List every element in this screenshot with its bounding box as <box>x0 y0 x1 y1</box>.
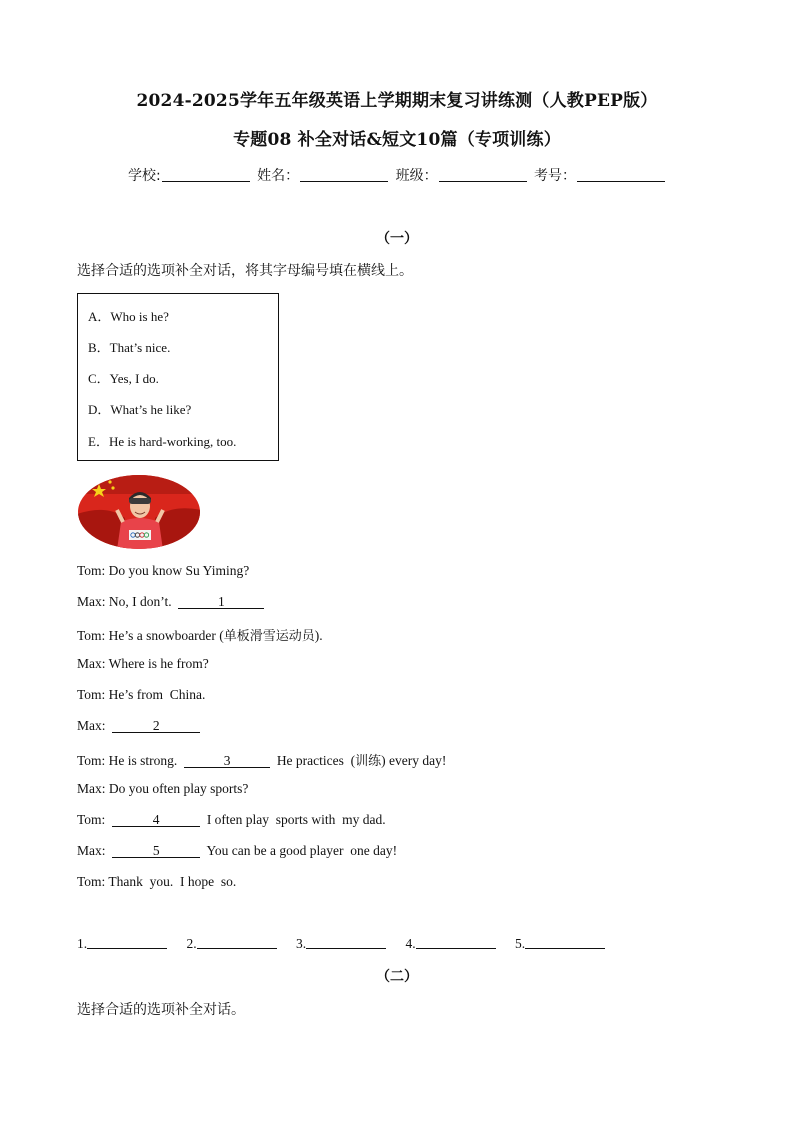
option-d: D．What’s he like? <box>88 402 192 417</box>
answer-blank-4[interactable]: 4 <box>112 813 200 827</box>
name-field[interactable] <box>300 167 388 182</box>
dialogue-line-10: Max: 5 You can be a good player one day! <box>77 843 398 858</box>
answer-slot-1: 1. <box>77 936 167 952</box>
dialogue-line-7: Tom: He is strong. 3 He practices (训练) every day! <box>77 753 447 769</box>
exam-number-label: 考号： <box>534 168 577 184</box>
section-2-heading: （二） <box>376 969 418 985</box>
answer-slot-4: 4. <box>406 936 496 952</box>
option-c: C．Yes, I do. <box>88 371 159 386</box>
answer-blank-2[interactable]: 2 <box>112 719 200 733</box>
option-a: A．Who is he? <box>88 309 169 324</box>
school-field[interactable] <box>162 167 250 182</box>
class-field[interactable] <box>439 167 527 182</box>
answer-blank-3[interactable]: 3 <box>184 754 270 768</box>
answer-slot-3: 3. <box>296 936 386 952</box>
option-b: B．That’s nice. <box>88 340 171 355</box>
answer-blank-5[interactable]: 5 <box>112 844 200 858</box>
answer-slot-5: 5. <box>515 936 605 952</box>
student-info-row <box>0 165 794 185</box>
dialogue-line-4: Max: Where is he from? <box>77 656 209 671</box>
dialogue-line-9: Tom: 4 I often play sports with my dad. <box>77 812 386 827</box>
option-e: E．He is hard-working, too. <box>88 434 237 449</box>
section-1-heading: （一） <box>376 231 418 247</box>
athlete-photo <box>77 474 201 550</box>
document-subtitle: 专题08 补全对话&短文10篇（专项训练） <box>233 130 561 150</box>
answer-line-1[interactable] <box>87 936 167 949</box>
answer-blank-1[interactable]: 1 <box>178 595 264 609</box>
exam-number-field[interactable] <box>577 167 665 182</box>
section-1-instruction: 选择合适的选项补全对话，将其字母编号填在横线上。 <box>77 263 413 279</box>
dialogue-line-1: Tom: Do you know Su Yiming? <box>77 563 250 578</box>
name-label: 姓名： <box>257 168 300 184</box>
dialogue-line-6: Max: 2 <box>77 718 200 734</box>
options-box <box>77 293 279 461</box>
section-2-instruction: 选择合适的选项补全对话。 <box>77 1002 245 1018</box>
answer-line-2[interactable] <box>197 936 277 949</box>
school-label: 学校: <box>127 168 161 184</box>
dialogue-line-3: Tom: He’s a snowboarder (单板滑雪运动员). <box>77 628 323 644</box>
answer-line-4[interactable] <box>416 936 496 949</box>
document-title: 2024-2025学年五年级英语上学期期末复习讲练测（人教PEP版） <box>136 91 658 111</box>
dialogue-line-5: Tom: He’s from China. <box>77 687 206 702</box>
dialogue-line-11: Tom: Thank you. I hope so. <box>77 874 237 889</box>
answer-slot-2: 2. <box>187 936 277 952</box>
dialogue-line-8: Max: Do you often play sports? <box>77 781 249 796</box>
dialogue-line-2: Max: No, I don’t. 1 <box>77 594 264 610</box>
answer-line-5[interactable] <box>525 936 605 949</box>
class-label: 班级： <box>395 168 438 184</box>
answer-line-3[interactable] <box>306 936 386 949</box>
answer-row <box>77 936 621 952</box>
